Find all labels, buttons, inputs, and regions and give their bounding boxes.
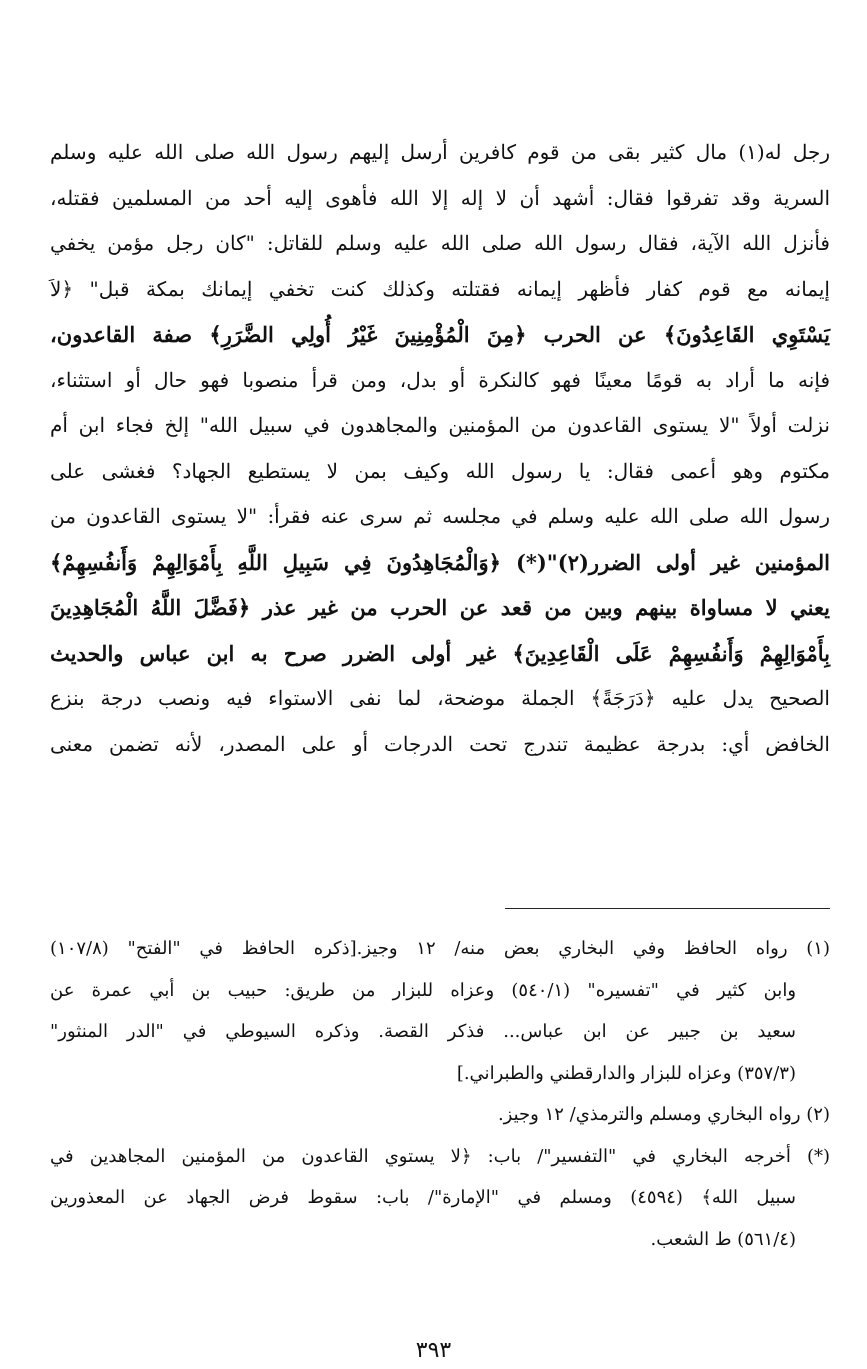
body-line: بِأَمْوَالِهِمْ وَأَنفُسِهِمْ عَلَى الْقَاعِدِينَ﴾ غير أولى الضرر صرح به ابن عباس والحديث: [50, 640, 830, 666]
footnotes: [50, 928, 830, 1260]
footnote-line: سعيد بن جبير عن ابن عباس... فذكر القصة. وذكره السيوطي في "الدر المنثور": [50, 1021, 796, 1042]
page-number: ٣٩٣: [415, 1338, 452, 1363]
footnote-line: (٣٥٧/٣) وعزاه للبزار والدارقطني والطبراني.]: [456, 1062, 796, 1084]
body-line: نزلت أولاً "لا يستوى القاعدون من المؤمنين والمجاهدون في سبيل الله" إلخ فجاء ابن أم: [50, 413, 830, 437]
body-line: فإنه ما أراد به قومًا معينًا فهو كالنكرة أو بدل، ومن قرأ منصوبا فهو حال أو استثناء،: [50, 367, 830, 392]
body-line: فأنزل الله الآية، فقال رسول الله صلى الله عليه وسلم للقاتل: "كان رجل مؤمن يخفي: [50, 231, 830, 255]
body-line: مكتوم وهو أعمى فقال: يا رسول الله وكيف بمن لا يستطيع الجهاد؟ فغشى على: [50, 458, 830, 483]
body-line: يَسْتَوِي القَاعِدُونَ﴾ عن الحرب ﴿مِنَ الْمُؤْمِنِينَ غَيْرُ أُولِي الضَّرَرِ﴾ صفة القاعدون،: [50, 322, 830, 347]
footnote-line: (١) رواه الحافظ وفي البخاري بعض منه/ ١٢ وجيز.[ذكره الحافظ في "الفتح" (١٠٧/٨): [50, 938, 830, 959]
body-text: [50, 130, 830, 767]
body-line: الخافض أي: بدرجة عظيمة تندرج تحت الدرجات أو على المصدر، لأنه تضمن معنى: [50, 731, 830, 756]
footnote-line: (٢) رواه البخاري ومسلم والترمذي/ ١٢ وجيز.: [497, 1104, 830, 1125]
body-line: الصحيح يدل عليه ﴿دَرَجَةً﴾ الجملة موضحة، لما نفى الاستواء فيه ونصب درجة بنزع: [50, 686, 830, 710]
footnote-divider: [505, 908, 830, 909]
footnote-star: [50, 1136, 830, 1261]
body-line: رجل له(١) مال كثير بقى من قوم كافرين أرسل إليهم رسول الله صلى الله عليه وسلم: [50, 140, 830, 164]
body-line: المؤمنين غير أولى الضرر(٢)"(*) ﴿وَالْمُجَاهِدُونَ فِي سَبِيلِ اللَّهِ بِأَمْوَالِهِمْ وَأَنفُسِهِمْ﴾: [50, 549, 830, 575]
footnote-line: (٥٦١/٤) ط الشعب.: [650, 1228, 796, 1250]
footnote-1: [50, 928, 830, 1094]
footnote-2: [50, 1094, 830, 1136]
body-line: السرية وقد تفرقوا فقال: أشهد أن لا إله إلا الله فأهوى إليه أحد من المسلمين فقتله،: [50, 185, 830, 210]
body-line: إيمانه مع قوم كفار فأظهر إيمانه فقتلته وكذلك كنت تخفي إيمانك بمكة قبل" ﴿لاَ: [50, 276, 830, 301]
footnote-line: (*) أخرجه البخاري في "التفسير"/ باب: ﴿لا يستوي القاعدون من المؤمنين المجاهدين في: [50, 1145, 830, 1167]
body-line: يعني لا مساواة بينهم وبين من قعد عن الحرب من غير عذر ﴿فَضَّلَ اللَّهُ الْمُجَاهِدِينَ: [50, 595, 830, 620]
footnote-line: وابن كثير في "تفسيره" (٥٤٠/١) وعزاه للبزار من طريق: حبيب بن أبي عمرة عن: [50, 979, 797, 1001]
footnote-line: سبيل الله﴾ (٤٥٩٤) ومسلم في "الإمارة"/ باب: سقوط فرض الجهاد عن المعذورين: [50, 1187, 796, 1208]
body-line: رسول الله صلى الله عليه وسلم في مجلسه ثم سرى عنه فقرأ: "لا يستوى القاعدون من: [50, 504, 830, 528]
